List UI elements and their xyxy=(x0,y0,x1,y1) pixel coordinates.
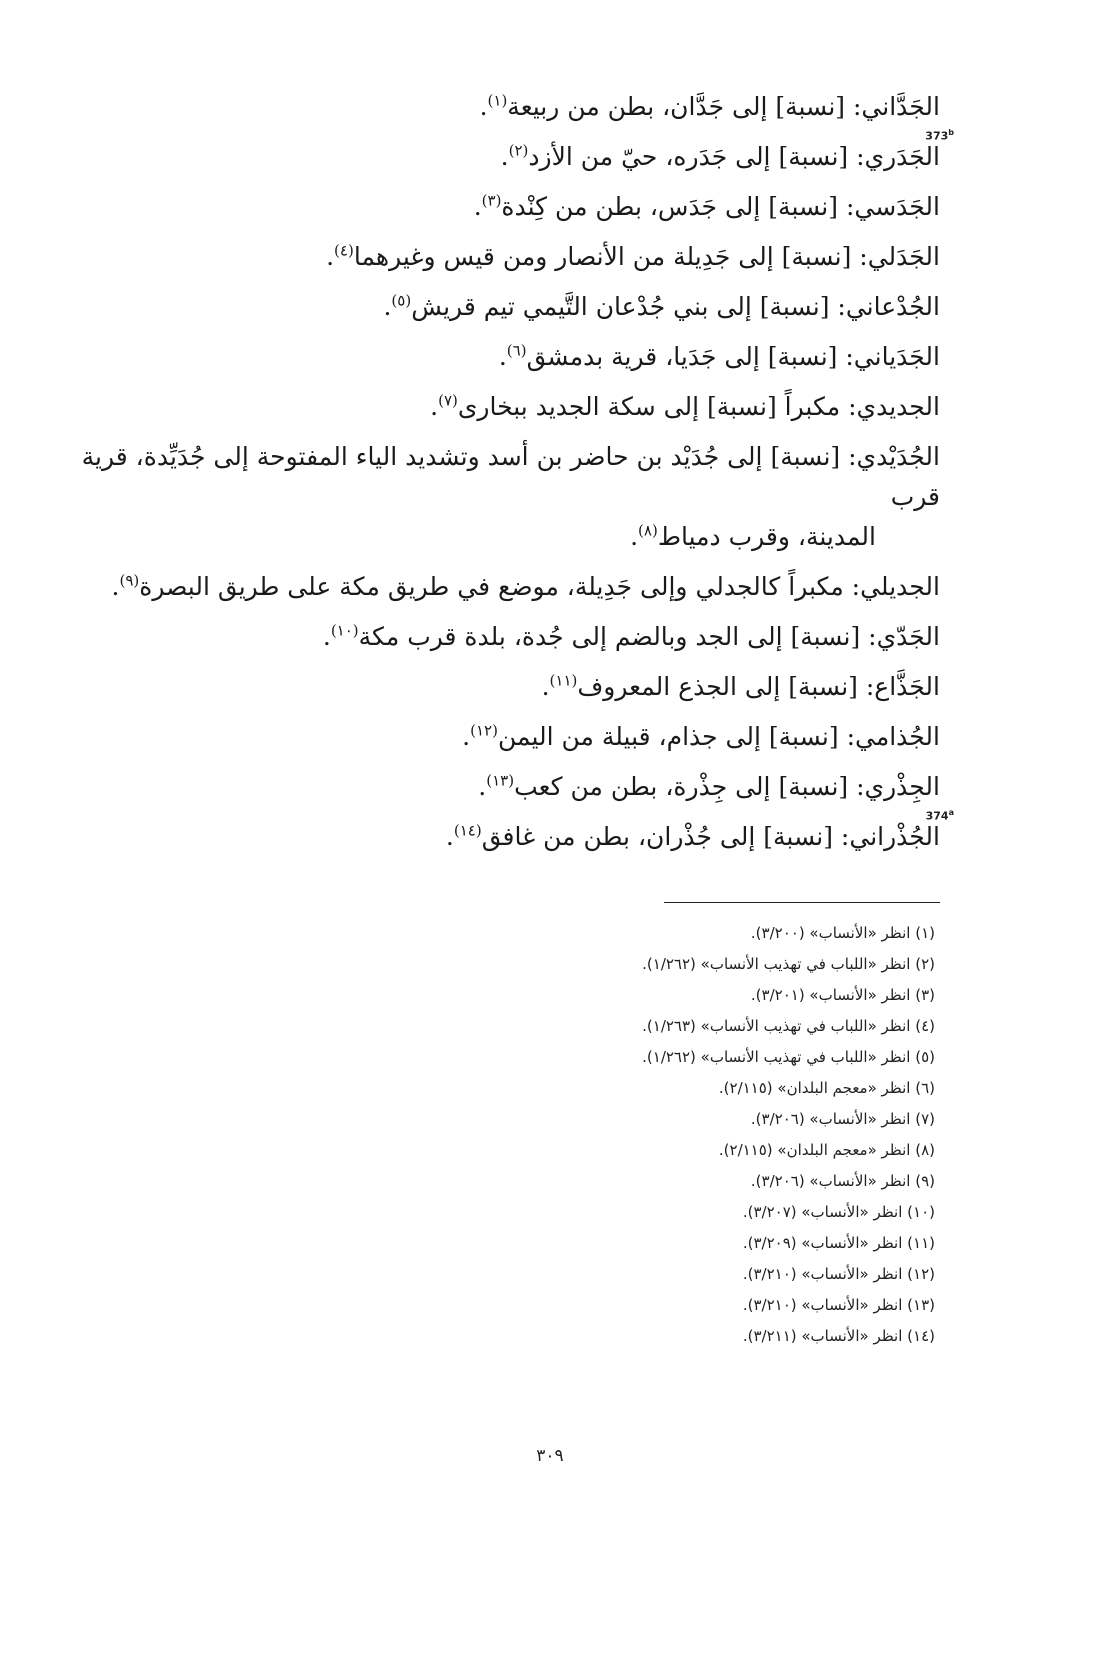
entry-text: الجَدَسي: [نسبة] إلى جَدَس، بطن من كِنْدة xyxy=(501,192,940,221)
nisba-entry xyxy=(40,562,940,612)
entry-text: الجِذْري: [نسبة] إلى جِذْرة، بطن من كعب xyxy=(514,772,940,801)
footnote-ref: (١٠) xyxy=(330,621,359,640)
entry-text: الجُذْراني: [نسبة] إلى جُذْران، بطن من غافق xyxy=(481,822,940,851)
nisba-entry xyxy=(40,662,940,712)
entry-end-punct: . xyxy=(541,672,550,701)
entry-end-punct: . xyxy=(500,142,509,171)
entry-end-punct: . xyxy=(473,192,482,221)
entries-list xyxy=(40,82,954,862)
entry-text: الجديدي: مكبراً [نسبة] إلى سكة الجديد ببخارى xyxy=(457,392,940,421)
entry-end-punct: . xyxy=(322,622,331,651)
entry-end-punct: . xyxy=(326,242,335,271)
footnote-ref: (١٣) xyxy=(486,771,515,790)
manuscript-folio-marker: 374$^a$ xyxy=(925,808,954,823)
entry-end-punct: . xyxy=(630,522,639,551)
nisba-entry xyxy=(40,182,940,232)
nisba-entry xyxy=(40,332,940,382)
footnote: (١٢) انظر «الأنساب» (٣/٢١٠). xyxy=(742,1265,935,1283)
entry-end-punct: . xyxy=(383,292,392,321)
footnote-ref: (٢) xyxy=(508,141,529,160)
footnote: (١٠) انظر «الأنساب» (٣/٢٠٧). xyxy=(742,1203,935,1221)
footnote: (٧) انظر «الأنساب» (٣/٢٠٦). xyxy=(750,1110,935,1128)
footnote-ref: (٦) xyxy=(506,341,527,360)
entry-text: الجَدَياني: [نسبة] إلى جَدَيا، قرية بدمشق xyxy=(526,342,940,371)
entry-end-punct: . xyxy=(479,92,488,121)
entry-end-punct: . xyxy=(445,822,454,851)
entry-text: الجَدَلي: [نسبة] إلى جَدِيلة من الأنصار ومن قيس وغيرهما xyxy=(353,242,940,271)
footnote-ref: (١٢) xyxy=(470,721,498,740)
entry-text: الجَدَّاني: [نسبة] إلى جَدَّان، بطن من ربيعة xyxy=(507,92,940,121)
manuscript-folio-marker: 373$^b$ xyxy=(925,128,954,143)
nisba-entry xyxy=(40,432,940,562)
footnote-ref: (٣) xyxy=(481,191,502,210)
nisba-entry xyxy=(40,712,940,762)
nisba-entry xyxy=(40,82,940,132)
footnote: (٨) انظر «معجم البلدان» (٢/١١٥). xyxy=(718,1141,935,1159)
entry-text: الجَذَّاع: [نسبة] إلى الجذع المعروف xyxy=(577,672,940,701)
entry-end-punct: . xyxy=(430,392,439,421)
footnote-ref: (١) xyxy=(487,91,508,110)
nisba-entry xyxy=(40,812,940,862)
entry-end-punct: . xyxy=(462,722,471,751)
footnote-ref: (٤) xyxy=(334,241,354,260)
entry-text: الجَدَري: [نسبة] إلى جَدَره، حيّ من الأزد xyxy=(528,142,940,171)
entry-text: الجُدَيْدي: [نسبة] إلى جُدَيْد بن حاضر بن أسد وتشديد الياء المفتوحة إلى جُدَيِّدة، قرية قرب xyxy=(81,442,940,511)
entry-text: الجَدّي: [نسبة] إلى الجد وبالضم إلى جُدة، بلدة قرب مكة xyxy=(358,622,940,651)
footnote: (٢) انظر «اللباب في تهذيب الأنساب» (١/٢٦٢). xyxy=(642,955,935,973)
nisba-entry xyxy=(40,762,940,812)
entry-continuation: المدينة، وقرب دمياط xyxy=(657,522,876,551)
footnote-ref: (٧) xyxy=(438,391,458,410)
entry-end-punct: . xyxy=(111,572,120,601)
footnote-ref: (٩) xyxy=(119,571,140,590)
entry-text: الجديلي: مكبراً كالجدلي وإلى جَدِيلة، موضع في طريق مكة على طريق البصرة xyxy=(139,572,940,601)
footnote: (٤) انظر «اللباب في تهذيب الأنساب» (١/٢٦٣). xyxy=(642,1017,935,1035)
entry-end-punct: . xyxy=(478,772,487,801)
entry-text: الجُدْعاني: [نسبة] إلى بني جُدْعان التَّيمي تيم قريش xyxy=(411,292,940,321)
nisba-entry xyxy=(40,282,940,332)
footnote: (٥) انظر «اللباب في تهذيب الأنساب» (١/٢٦٢). xyxy=(642,1048,935,1066)
footnote-ref: (٨) xyxy=(638,521,658,540)
footnotes-list xyxy=(135,918,935,1352)
footnote: (١٣) انظر «الأنساب» (٣/٢١٠). xyxy=(742,1296,935,1314)
footnote-ref: (١٤) xyxy=(453,821,482,840)
footnote: (٣) انظر «الأنساب» (٣/٢٠١). xyxy=(750,986,935,1004)
entry-text: الجُذامي: [نسبة] إلى جذام، قبيلة من اليمن xyxy=(497,722,940,751)
page-number: ٣٠٩ xyxy=(536,1446,564,1466)
footnote-separator xyxy=(664,902,940,903)
nisba-entry xyxy=(40,232,940,282)
nisba-entry xyxy=(40,612,940,662)
nisba-entry xyxy=(40,132,940,182)
footnote-ref: (٥) xyxy=(391,291,412,310)
footnote-ref: (١١) xyxy=(549,671,578,690)
footnote: (٦) انظر «معجم البلدان» (٢/١١٥). xyxy=(718,1079,935,1097)
footnote: (٩) انظر «الأنساب» (٣/٢٠٦). xyxy=(750,1172,935,1190)
footnote: (١١) انظر «الأنساب» (٣/٢٠٩). xyxy=(742,1234,935,1252)
footnote: (١) انظر «الأنساب» (٣/٢٠٠). xyxy=(750,924,935,942)
nisba-entry xyxy=(40,382,940,432)
footnote: (١٤) انظر «الأنساب» (٣/٢١١). xyxy=(742,1327,935,1345)
entry-end-punct: . xyxy=(498,342,507,371)
